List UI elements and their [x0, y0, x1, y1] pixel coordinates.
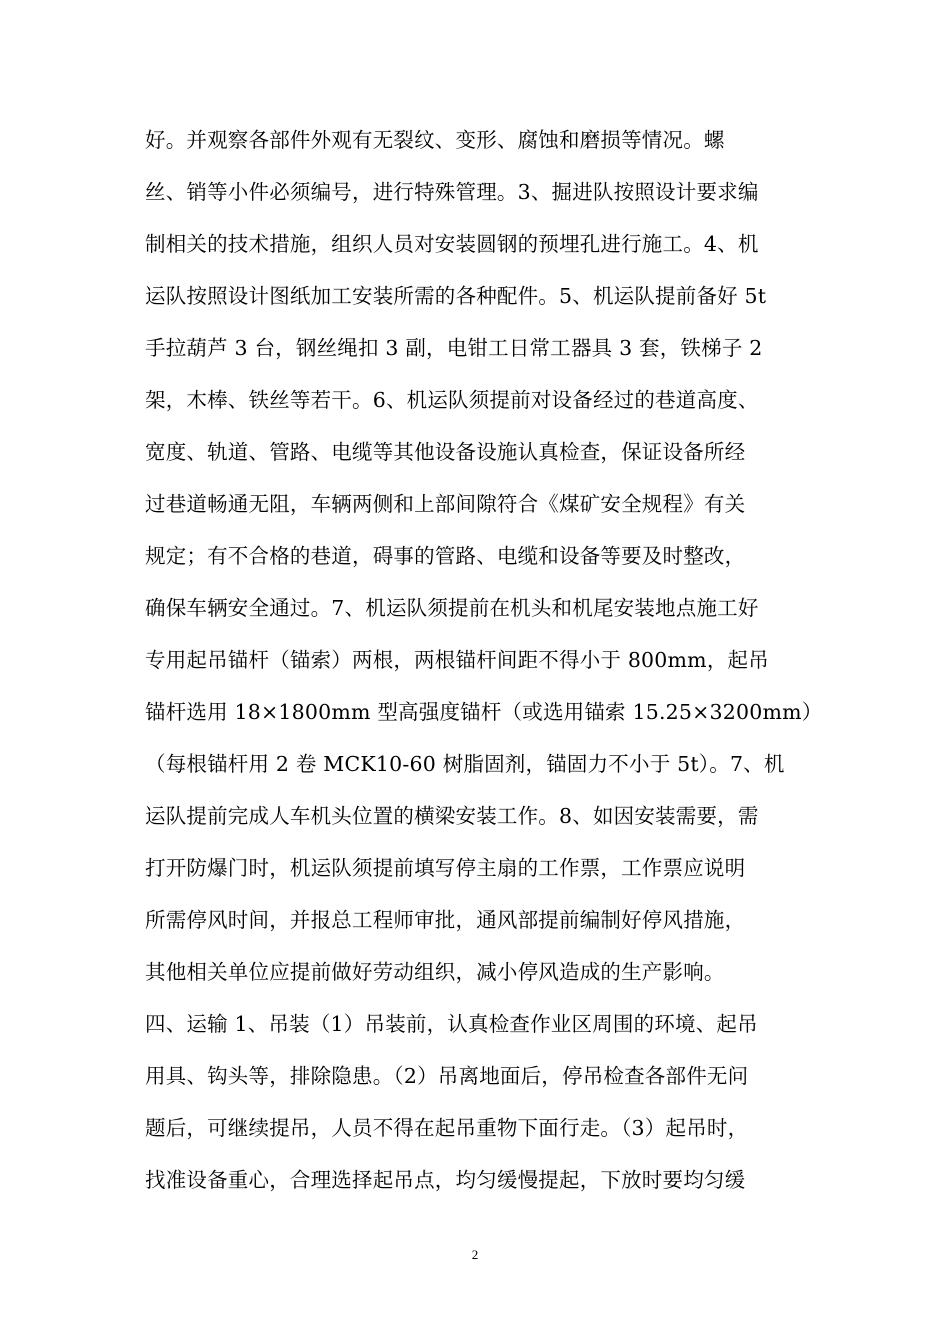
text-line: 打开防爆门时，机运队须提前填写停主扇的工作票，工作票应说明 [145, 856, 746, 880]
text-line: 四、运输 1、吊装（1）吊装前，认真检查作业区周围的环境、起吊 [145, 1012, 758, 1036]
text-line: 运队按照设计图纸加工安装所需的各种配件。5、机运队提前备好 5t [145, 284, 767, 308]
body-text [145, 114, 823, 1206]
text-line: 题后，可继续提吊，人员不得在起吊重物下面行走。（3）起吊时， [145, 1116, 749, 1140]
text-line: 找准设备重心，合理选择起吊点，均匀缓慢提起，下放时要均匀缓 [145, 1168, 746, 1192]
text-line: （每根锚杆用 2 卷 MCK10-60 树脂固剂，锚固力不小于 5t）。7、机 [145, 752, 785, 776]
text-line: 所需停风时间，并报总工程师审批，通风部提前编制好停风措施， [145, 908, 746, 932]
text-line: 规定；有不合格的巷道，碍事的管路、电缆和设备等要及时整改， [145, 544, 746, 568]
text-line: 专用起吊锚杆（锚索）两根，两根锚杆间距不得小于 800mm，起吊 [145, 648, 769, 672]
text-line: 宽度、轨道、管路、电缆等其他设备设施认真检查，保证设备所经 [145, 440, 746, 464]
text-line: 架，木棒、铁丝等若干。6、机运队须提前对设备经过的巷道高度、 [145, 388, 759, 412]
text-line: 制相关的技术措施，组织人员对安装圆钢的预埋孔进行施工。4、机 [145, 232, 759, 256]
text-line: 丝、销等小件必须编号，进行特殊管理。3、掘进队按照设计要求编 [145, 180, 759, 204]
text-line: 过巷道畅通无阻，车辆两侧和上部间隙符合《煤矿安全规程》有关 [145, 492, 746, 516]
text-line: 确保车辆安全通过。7、机运队须提前在机头和机尾安装地点施工好 [145, 596, 759, 620]
text-line: 其他相关单位应提前做好劳动组织，减小停风造成的生产影响。 [145, 960, 725, 984]
text-line: 好。并观察各部件外观有无裂纹、变形、腐蚀和磨损等情况。螺 [145, 128, 725, 152]
text-line: 用具、钩头等，排除隐患。（2）吊离地面后，停吊检查各部件无问 [145, 1064, 749, 1088]
text-line: 运队提前完成人车机头位置的横梁安装工作。8、如因安装需要，需 [145, 804, 759, 828]
text-line: 手拉葫芦 3 台，钢丝绳扣 3 副，电钳工日常工器具 3 套，铁梯子 2 [145, 336, 763, 360]
text-line: 锚杆选用 18×1800mm 型高强度锚杆（或选用锚索 15.25×3200mm） [145, 700, 823, 724]
page-number: 2 [471, 1247, 479, 1262]
